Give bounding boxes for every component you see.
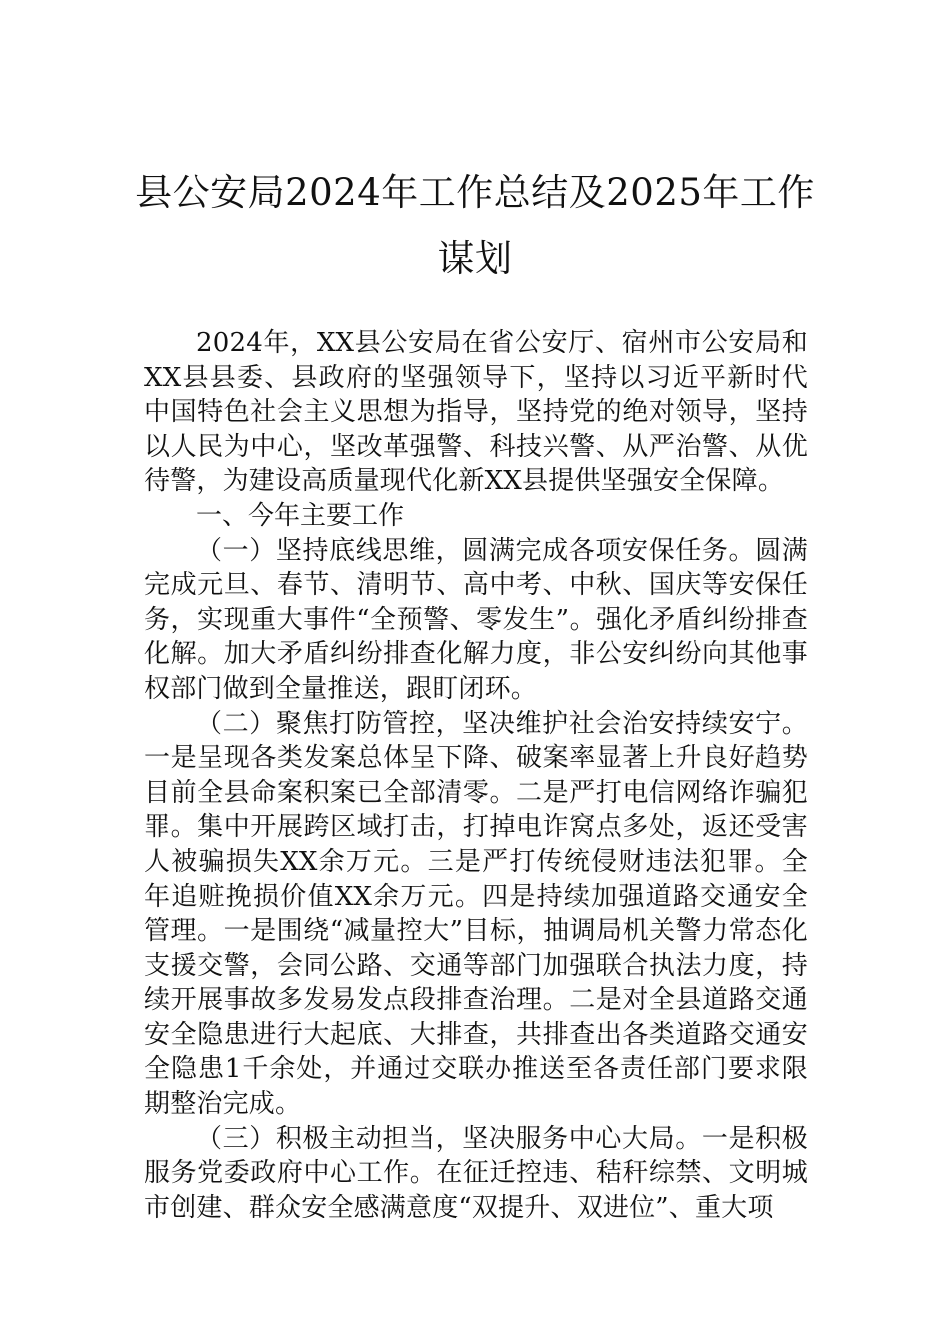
section-heading: 一、今年主要工作 [196,500,405,531]
section-2-paragraph: （二）聚焦打防管控，坚决维护社会治安持续安宁。一是呈现各类发案总体呈下降、破案率显著上升良好趋势目前全县命案积案已全部清零。二是严打电信网络诈骗犯罪。集中开展跨区域打击，打掉电诈窝点多处，返还受害人被骗损失XX余万元。三是严打传统侵财违法犯罪。全年追赃挽损价值XX余万元。四是持续加强道路交通安全管理。一是围绕“减量控大”目标，抽调局机关警力常态化支援交警，会同公路、交通等部门加强联合执法力度，持续开展事故多发易发点段排查治理。二是对全县道路交通安全隐患进行大起底、大排查，共排查出各类道路交通安全隐患1千余处，并通过交联办推送至各责任部门要求限期整治完成。 [144,708,808,1120]
document-title: 县公安局2024年工作总结及2025年工作谋划 [135,171,815,280]
document-body [144,326,808,1225]
section-1-paragraph: （一）坚持底线思维，圆满完成各项安保任务。圆满完成元旦、春节、清明节、高中考、中秋、国庆等安保任务，实现重大事件“全预警、零发生”。强化矛盾纠纷排查化解。加大矛盾纠纷排查化解力度，非公安纠纷向其他事权部门做到全量推送，跟盯闭环。 [144,535,808,704]
section-3-paragraph: （三）积极主动担当，坚决服务中心大局。一是积极服务党委政府中心工作。在征迁控违、秸秆综禁、文明城市创建、群众安全感满意度“双提升、双进位”、重大项 [144,1123,808,1223]
intro-paragraph: 2024年，XX县公安局在省公安厅、宿州市公安局和XX县县委、县政府的坚强领导下，坚持以习近平新时代中国特色社会主义思想为指导，坚持党的绝对领导，坚持以人民为中心，坚改革强警、科技兴警、从严治警、从优待警，为建设高质量现代化新XX县提供坚强安全保障。 [144,328,808,497]
